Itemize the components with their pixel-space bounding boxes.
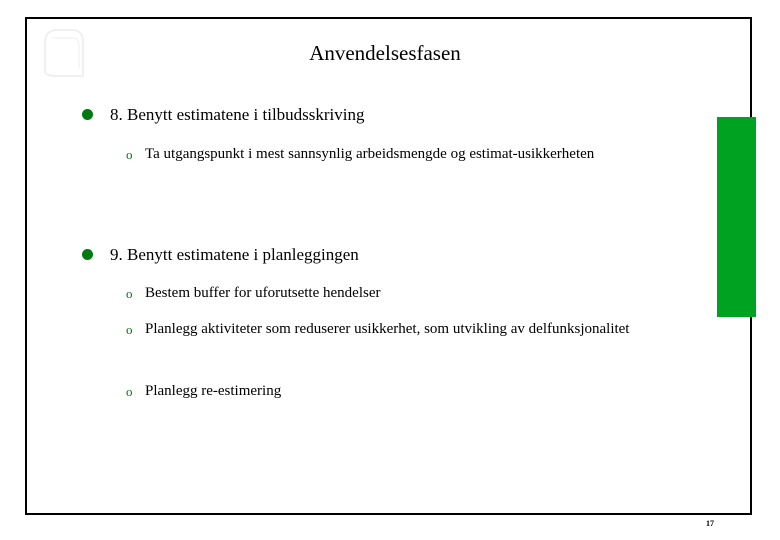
sub-bullet-item bbox=[126, 281, 646, 306]
sub-bullet-text: Bestem buffer for uforutsette hendelser bbox=[145, 285, 381, 301]
page-number: 17 bbox=[706, 519, 714, 528]
sub-bullet-item bbox=[126, 379, 646, 404]
sub-bullet-item bbox=[126, 142, 646, 167]
circle-bullet-icon: o bbox=[126, 147, 133, 162]
slide-title: Anvendelsesfasen bbox=[309, 41, 461, 65]
slide-frame bbox=[25, 17, 752, 515]
sub-bullet-text: Planlegg aktiviteter som reduserer usikkerhet, som utvikling av delfunksjonalitet bbox=[145, 321, 630, 337]
logo-icon bbox=[35, 24, 89, 82]
circle-bullet-icon: o bbox=[126, 384, 133, 399]
bullet-text: 8. Benytt estimatene i tilbudsskriving bbox=[110, 105, 365, 124]
bullet-dot-icon bbox=[82, 109, 93, 120]
bullet-dot-icon bbox=[82, 249, 93, 260]
circle-bullet-icon: o bbox=[126, 322, 133, 337]
accent-bar bbox=[717, 117, 756, 317]
bullet-text: 9. Benytt estimatene i planleggingen bbox=[110, 245, 359, 264]
sub-bullet-text: Planlegg re-estimering bbox=[145, 383, 282, 399]
sub-bullet-text: Ta utgangspunkt i mest sannsynlig arbeidsmengde og estimat-usikkerheten bbox=[145, 146, 595, 162]
sub-bullet-item bbox=[126, 317, 646, 342]
circle-bullet-icon: o bbox=[126, 286, 133, 301]
